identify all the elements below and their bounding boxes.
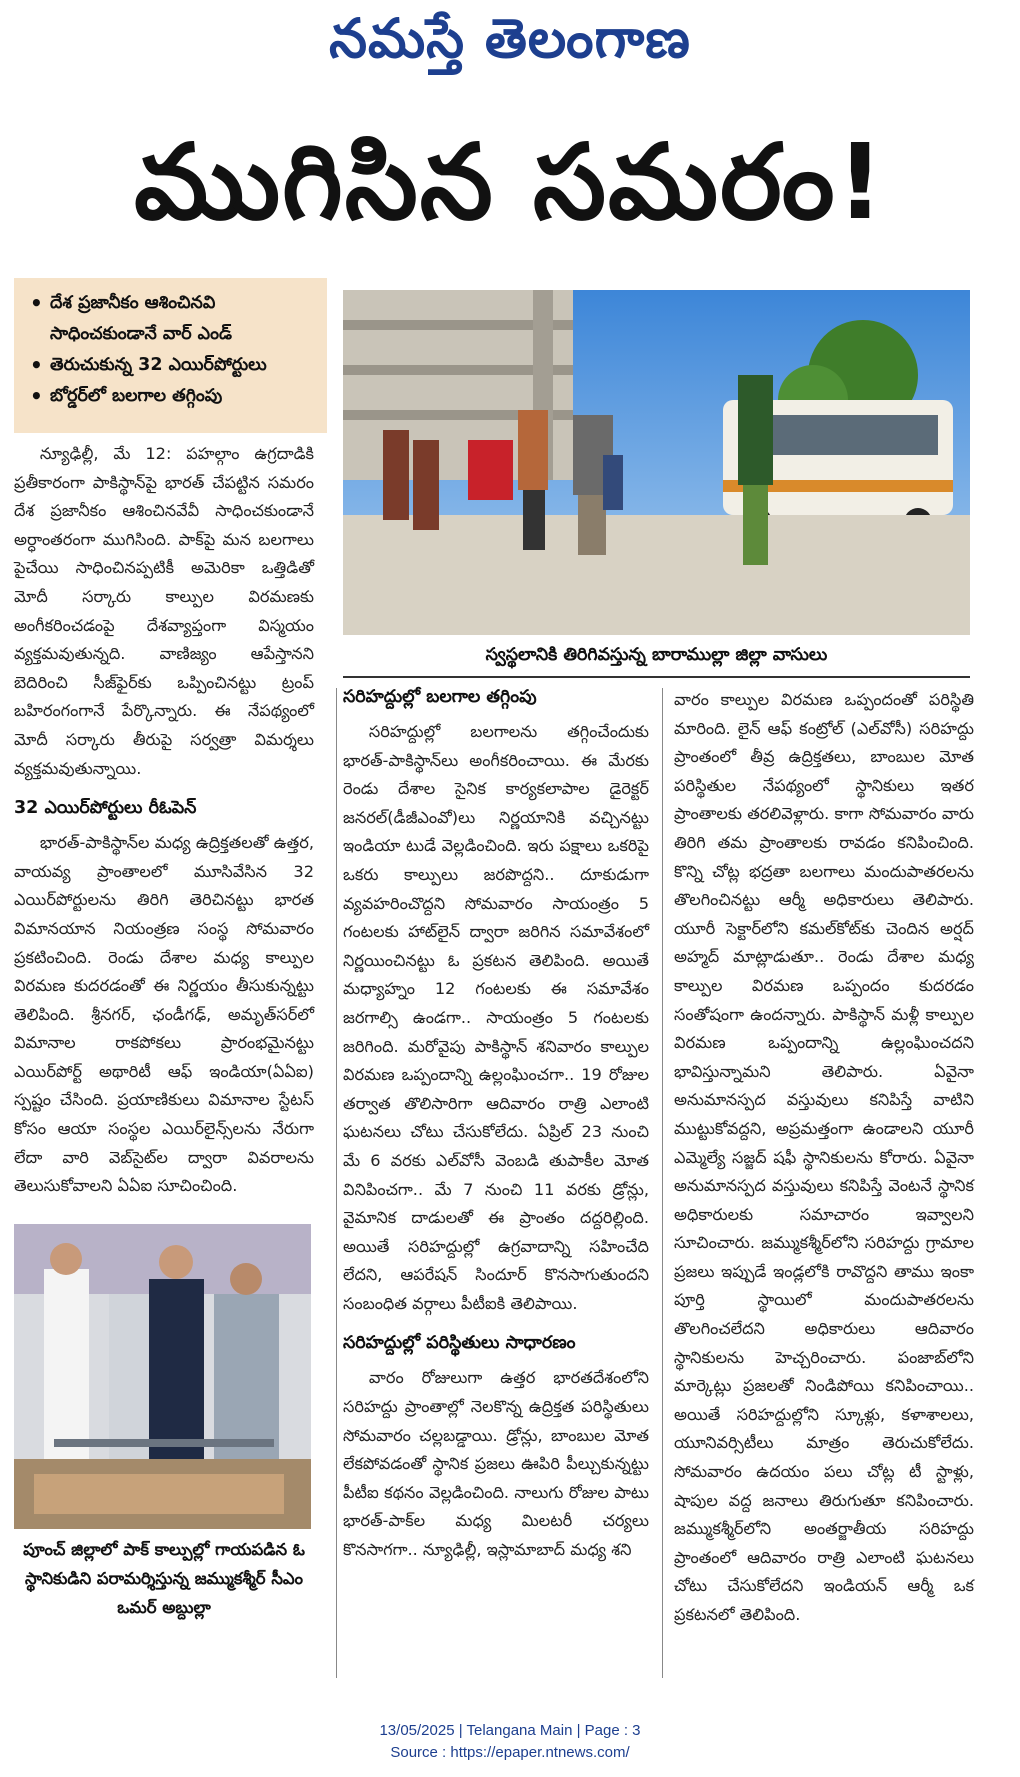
article-paragraph: వారం రోజులుగా ఉత్తర భారతదేశంలోని సరిహద్దు ప్రాంతాల్లో నెలకొన్న ఉద్రిక్తత పరిస్థితులు సోమవారం చల్లబడ్డాయి. డ్రోన్లు, బాంబుల మోత లేకపోవడంతో స్థానిక ప్రజలు ఊపిరి పీల్చుకున్నట్టు పీటీఐ కథనం వెల్లడించింది. నాలుగు రోజుల పాటు భారత్-పాక్‌ల మధ్య మిలటరీ చర్యలు కొనసాగగా.. న్యూఢిల్లీ, ఇస్లామాబాద్ మధ్య శని [343, 1368, 649, 1560]
highlight-item: • దేశ ప్రజానీకం ఆశించినవి సాధించకుండానే వార్ ఎండ్ [28, 288, 317, 350]
column-divider [662, 688, 663, 1678]
page-footer [0, 1720, 1020, 1764]
article-intro: న్యూఢిల్లీ, మే 12: పహల్గాం ఉగ్రదాడికి ప్రతీకారంగా పాకిస్థాన్‌పై భారత్ చేపట్టిన సమరం దేశ ప్రజానీకం ఆశించినవేవీ సాధించకుండానే అర్ధాంతరంగా ముగిసింది. పాక్‌పై మన బలగాలు పైచేయి సాధించినప్పటికీ అమెరికా ఒత్తిడితో మోదీ సర్కారు కాల్పుల విరమణకు అంగీకరించడంపై దేశవ్యాప్తంగా విస్మయం వ్యక్తమవుతున్నది. వాణిజ్యం ఆపేస్తానని బెదిరించి సీజ్‌ఫైర్‌కు ఒప్పించినట్టు ట్రంప్ బహిరంగంగానే పేర్కొన్నారు. ఈ నేపథ్యంలో మోదీ సర్కారు తీరుపై సర్వత్రా విమర్శలు వ్యక్తమవుతున్నాయి. [14, 444, 314, 778]
article-paragraph: సరిహద్దుల్లో బలగాలను తగ్గించేందుకు భారత్-పాకిస్థాన్‌లు అంగీకరించాయి. ఈ మేరకు రెండు దేశాల సైనిక కార్యకలాపాల డైరెక్టర్ జనరల్(డీజీఎంవో)లు నిర్ణయానికి వచ్చినట్టు ఇండియా టుడే వెల్లడించింది. ఇరు పక్షాలు ఒకరిపై ఒకరు కాల్పులు జరపొద్దని.. దూకుడుగా వ్యవహరించొద్దని సోమవారం సాయంత్రం 5 గంటలకు హాట్‌లైన్ ద్వారా జరిగిన సమావేశంలో నిర్ణయించినట్టు ఓ ప్రకటన తెలిపింది. అయితే మధ్యాహ్నం 12 గంటలకు ఈ సమావేశం జరగాల్సి ఉండగా.. సాయంత్రం 5 గంటలకు జరిగింది. మరోవైపు పాకిస్థాన్ శనివారం కాల్పుల విరమణ ఒప్పందాన్ని ఉల్లంఘించగా.. 19 రోజుల తర్వాత తొలిసారిగా ఆదివారం రాత్రి ఎలాంటి ఘటనలు చోటు చేసుకోలేదు. ఏప్రిల్ 23 నుంచి మే 6 వరకు ఎల్‌వోసీ వెంబడి తుపాకీల మోత వినిపించగా.. మే 7 నుంచి 11 వరకు డ్రోన్లు, వైమానిక దాడులతో ఈ ప్రాంతం దద్దరిల్లింది. అయితే సరిహద్దుల్లో ఉగ్రవాదాన్ని సహించేది లేదని, ఆపరేషన్ సిందూర్ కొనసాగుతుందని సంబంధిత వర్గాలు పీటీఐకి తెలిపాయి. [343, 722, 649, 1313]
highlights-box [14, 278, 327, 433]
highlight-item: • తెరుచుకున్న 32 ఎయిర్‌పోర్టులు [28, 350, 317, 381]
hospital-photo-caption: పూంచ్ జిల్లాలో పాక్ కాల్పుల్లో గాయపడిన ఓ స్థానికుడిని పరామర్శిస్తున్న జమ్ముకశ్మీర్ సీఎం ఒమర్ అబ్దుల్లా [23, 1540, 305, 1617]
caption-divider [343, 676, 970, 678]
subheading-airports: 32 ఎయిర్‌పోర్టులు రీఓపెన్ [14, 798, 197, 819]
article-paragraph: భారత్-పాకిస్థాన్‌ల మధ్య ఉద్రిక్తతలతో ఉత్తర, వాయవ్య ప్రాంతాలలో మూసివేసిన 32 ఎయిర్‌పోర్టులను తిరిగి తెరిచినట్టు భారత విమానయాన నియంత్రణ సంస్థ సోమవారం ప్రకటించింది. రెండు దేశాల మధ్య కాల్పుల విరమణ కుదరడంతో ఈ నిర్ణయం తీసుకున్నట్టు తెలిపింది. శ్రీనగర్, ఛండీగఢ్, అమృత్‌సర్‌లో విమానాల రాకపోకలు ప్రారంభమైనట్టు ఎయిర్‌పోర్ట్ అథారిటీ ఆఫ్ ఇండియా(ఏఏఐ) స్పష్టం చేసింది. ప్రయాణికులు విమానాల స్టేటస్ కోసం ఆయా సంస్థల ఎయిర్‌లైన్స్‌లను నేరుగా లేదా వారి వెబ్‌సైట్‌ల ద్వారా వివరాలను తెలుసుకోవాలని ఏఏఐ సూచించింది. [14, 833, 314, 1196]
main-photo-caption: స్వస్థలానికి తిరిగివస్తున్న బారాముల్లా జిల్లా వాసులు [485, 645, 828, 665]
subheading-border-forces: సరిహద్దుల్లో బలగాల తగ్గింపు [343, 687, 537, 707]
masthead-logo: నమస్తే తెలంగాణ [329, 6, 691, 70]
hospital-photo [14, 1224, 311, 1529]
main-photo [343, 290, 970, 635]
article-column-1 [14, 440, 314, 1201]
article-column-3 [674, 686, 974, 1630]
footer-date-page: 13/05/2025 | Telangana Main | Page : 3 [379, 1722, 641, 1739]
highlight-item: • బోర్డర్‌లో బలగాల తగ్గింపు [28, 381, 317, 412]
page-headline: ముగిసిన సమరం! [134, 121, 886, 243]
article-paragraph: వారం కాల్పుల విరమణ ఒప్పందంతో పరిస్థితి మారింది. లైన్ ఆఫ్ కంట్రోల్ (ఎల్‌వోసీ) సరిహద్దు ప్రాంతంలో తీవ్ర ఉద్రిక్తతలు, బాంబుల మోత పరిస్థితుల నేపథ్యంలో స్థానికులు ఇతర ప్రాంతాలకు తరలివెళ్లారు. కాగా సోమవారం వారు తిరిగి తమ ప్రాంతాలకు రావడం కనిపించింది. కొన్ని చోట్ల భద్రతా బలగాలు మందుపాతరలను తొలగించినట్టు ఆర్మీ అధికారులు తెలిపారు. యూరీ సెక్టార్‌లోని కమల్‌కోట్‌కు చెందిన అర్షద్ అహ్మద్ మాట్లాడుతూ.. రెండు దేశాల మధ్య కాల్పుల విరమణ ఒప్పందం కుదరడం సంతోషంగా ఉందన్నారు. పాకిస్థాన్ మళ్లీ కాల్పుల విరమణ ఒప్పందాన్ని ఉల్లంఘించదని భావిస్తున్నామని తెలిపారు. ఏవైనా అనుమానస్పద వస్తువులు కనిపిస్తే వాటిని ముట్టుకోవద్దని, అప్రమత్తంగా ఉండాలని యూరీ ఎమ్మెల్యే సజ్జద్ షఫీ స్థానికులను కోరారు. ఏవైనా అనుమానస్పద వస్తువులు కనిపిస్తే వెంటనే స్థానిక అధికారులకు సమాచారం ఇవ్వాలని సూచించారు. జమ్ముకశ్మీర్‌లోని సరిహద్దు గ్రామాల ప్రజలు ఇప్పుడే ఇండ్లలోకి రావొద్దని తాము ఇంకా పూర్తి స్థాయిలో మందుపాతరలను తొలగించలేదని అధికారులు ఆదివారం స్థానికులను హెచ్చరించారు. పంజాబ్‌లోని మార్కెట్లు ప్రజలతో నిండిపోయి కనిపించాయి.. అయితే సరిహద్దుల్లోని స్కూళ్లు, కళాశాలలు, యూనివర్సిటీలు మాత్రం తెరుచుకోలేదు. సోమవారం ఉదయం పలు చోట్ల టీ స్టాళ్లు, షాపుల వద్ద జనాలు తిరుగుతూ కనిపించారు. జమ్ముకశ్మీర్‌లోని అంతర్జాతీయ సరిహద్దు ప్రాంతంలో ఆదివారం రాత్రి ఎలాంటి ఘటనలు చోటు చేసుకోలేదని ఇండియన్ ఆర్మీ ఒక ప్రకటనలో తెలిపింది. [674, 690, 974, 1624]
article-column-2 [343, 682, 649, 1565]
footer-source-link[interactable]: Source : https://epaper.ntnews.com/ [390, 1744, 630, 1761]
column-divider [336, 688, 337, 1678]
subheading-normalcy: సరిహద్దుల్లో పరిస్థితులు సాధారణం [343, 1333, 576, 1354]
